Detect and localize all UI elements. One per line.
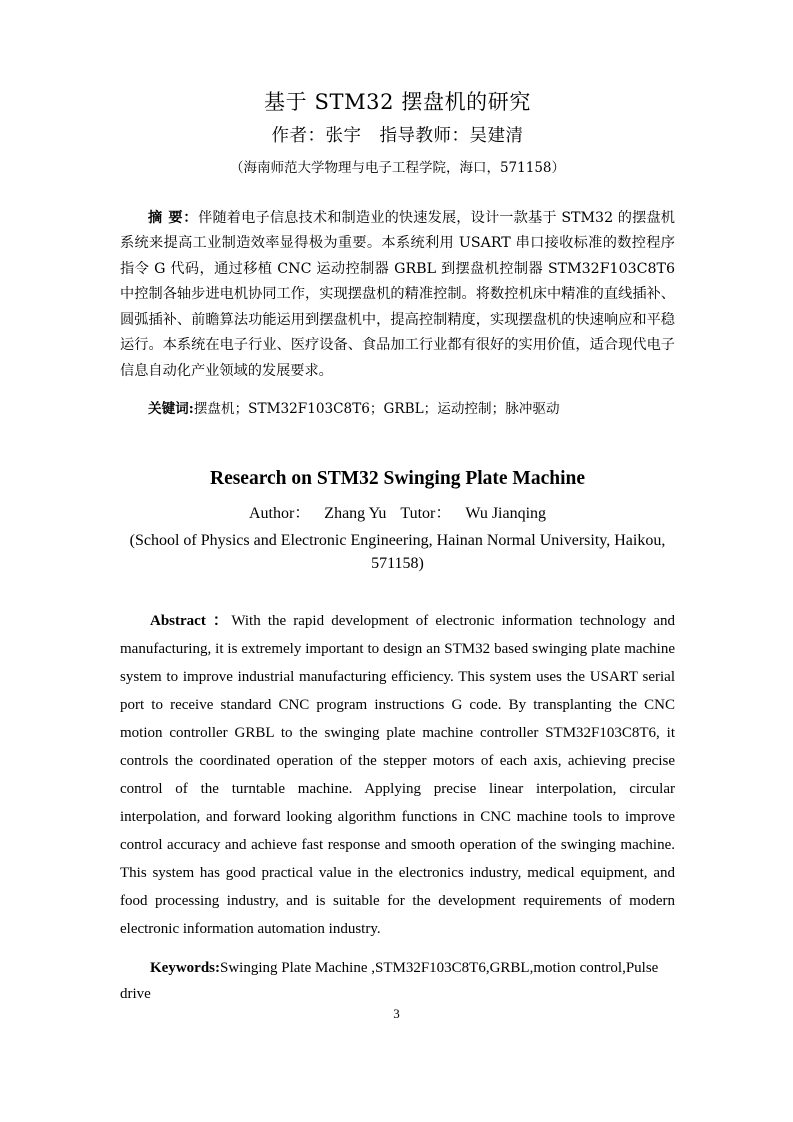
english-author-label: Author： bbox=[248, 505, 311, 523]
page-number: 3 bbox=[393, 1006, 400, 1021]
page-content bbox=[120, 0, 675, 1007]
english-affiliation: (School of Physics and Electronic Engineering, Hainan Normal University, Haikou, 571158) bbox=[129, 532, 666, 573]
chinese-keywords-text: 摆盘机；STM32F103C8T6；GRBL；运动控制；脉冲驱动 bbox=[193, 401, 560, 418]
english-abstract-text: With the rapid development of electronic information technology and manufacturing, it is extremely important to design an STM32 based swinging plate machine system to improve industrial manufacturing efficiency. This system uses the USART serial port to receive standard CNC program instructions G code. By transplanting the CNC motion controller GRBL to the swinging plate machine controller STM32F103C8T6, it controls the coordinated operation of the stepper motors of each axis, achieving precise control of the turntable machine. Applying precise linear interpolation, circular interpolation, and forward looking algorithm functions in CNC machine tools to improve control accuracy and achieve fast response and smooth operation of the swinging machine. This system has good practical value in the electronics industry, medical equipment, and food processing industry, and is suitable for the development requirements of modern electronic information automation industry. bbox=[120, 613, 676, 938]
chinese-keywords-label: 关键词: bbox=[148, 401, 194, 418]
english-keywords bbox=[120, 943, 675, 1007]
english-author-name: Zhang Yu bbox=[324, 505, 387, 523]
english-abstract bbox=[120, 575, 675, 943]
chinese-title: 基于 STM32 摆盘机的研究 bbox=[264, 90, 531, 114]
english-abstract-label: Abstract ： bbox=[150, 613, 232, 630]
english-keywords-label: Keywords: bbox=[150, 960, 220, 977]
chinese-abstract-label: 摘 要： bbox=[148, 209, 199, 226]
chinese-affiliation: （海南师范大学物理与电子工程学院，海口，571158） bbox=[229, 160, 566, 177]
chinese-keywords bbox=[120, 384, 675, 422]
english-keywords-text: Swinging Plate Machine ,STM32F103C8T6,GRBL,motion control,Pulse drive bbox=[120, 960, 659, 1003]
english-tutor-label: Tutor： bbox=[400, 505, 452, 523]
english-title: Research on STM32 Swinging Plate Machine bbox=[209, 468, 585, 490]
chinese-abstract-text: 伴随着电子信息技术和制造业的快速发展，设计一款基于 STM32 的摆盘机系统来提高工业制造效率显得极为重要。本系统利用 USART 串口接收标准的数控程序指令 G 代码，通过移植 CNC 运动控制器 GRBL 到摆盘机控制器 STM32F103C8T6 中控制各轴步进电机协同工作，实现摆盘机的精准控制。将数控机床中精准的直线插补、圆弧插补、前瞻算法功能运用到摆盘机中，提高控制精度，实现摆盘机的快速响应和平稳运行。本系统在电子行业、医疗设备、食品加工行业都有很好的实用价值，适合现代电子信息自动化产业领域的发展要求。 bbox=[120, 209, 675, 379]
chinese-abstract bbox=[120, 178, 675, 385]
english-tutor-name: Wu Jianqing bbox=[465, 505, 547, 523]
english-authors bbox=[120, 492, 675, 525]
chinese-authors: 作者：张宇 指导教师：吴建清 bbox=[271, 126, 524, 147]
